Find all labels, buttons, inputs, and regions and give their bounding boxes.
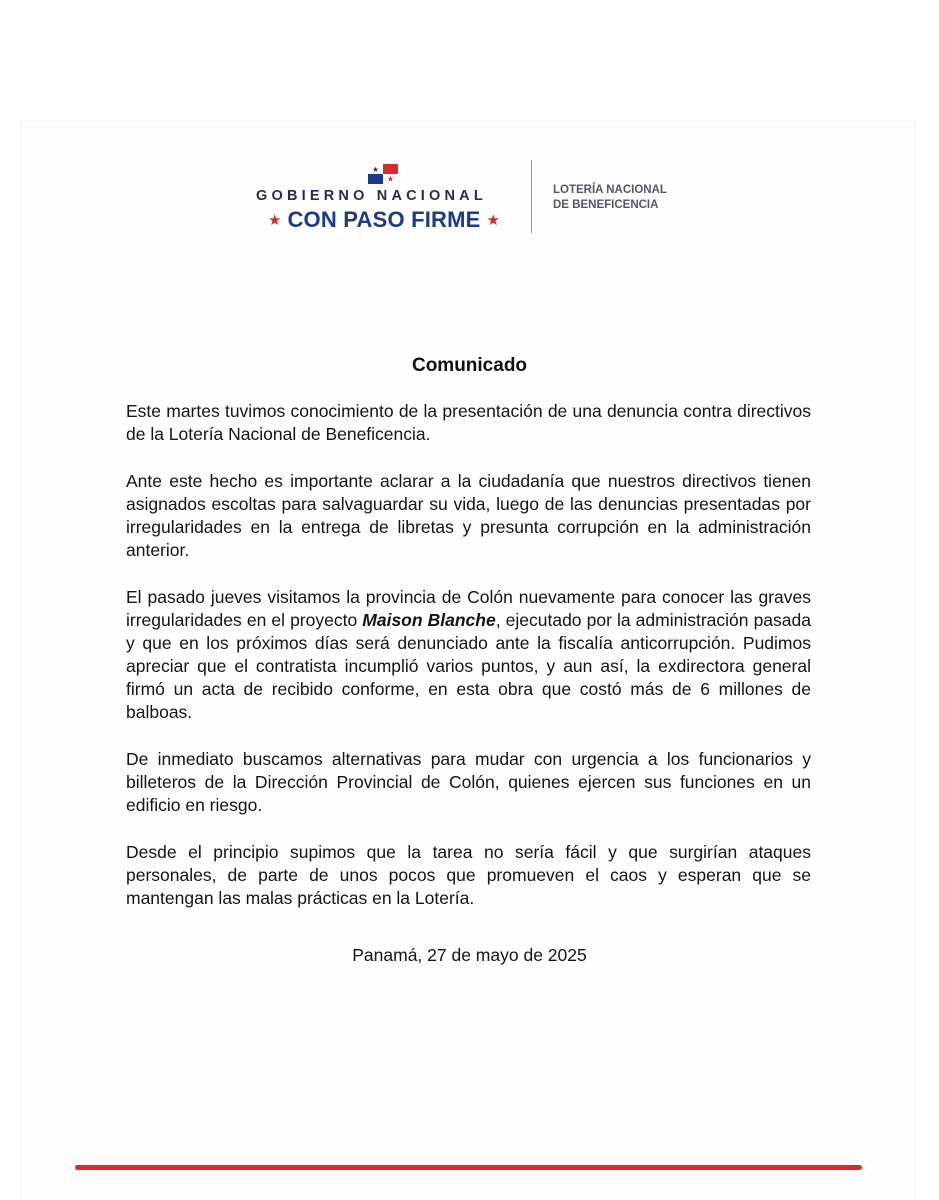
red-star-icon: ★	[486, 211, 500, 229]
paragraph-2: Ante este hecho es importante aclarar a la ciudadanía que nuestros directivos tienen asignados escoltas para salvaguardar su vida, luego de las denuncias presentadas por irregularidades en la entrega de libretas y presunta corrupción en la administración anterior.	[126, 471, 811, 560]
project-name: Maison Blanche	[362, 610, 496, 630]
paragraph-5: Desde el principio supimos que la tarea no sería fácil y que surgirían ataques personales, de parte de unos pocos que promueven el caos y esperan que se mantengan las malas prácticas en la Lotería.	[126, 842, 811, 908]
paragraph-3-part-1: El pasado jueves visitamos la provincia de Colón nuevamente para conocer las graves irregularidades en el proyecto	[126, 587, 811, 630]
paragraph-4: De inmediato buscamos alternativas para mudar con urgencia a los funcionarios y billeteros de la Dirección Provincial de Colón, quienes ejercen sus funciones en un edificio en riesgo.	[126, 749, 811, 815]
header-logo	[250, 160, 690, 240]
panama-flag-icon	[368, 164, 398, 184]
agency-name	[553, 183, 713, 213]
paragraph-3-part-2: , ejecutado por la administración pasada y que en los próximos días será denunciado ante la fiscalía anticorrupción. Pudimos apreciar que el contratista incumplió varios puntos, y aun así, la exdirectora general firmó un acta de recibido conforme, en esta obra que costó más de 6 millones de balboas.	[126, 610, 811, 722]
red-star-icon: ★	[268, 211, 282, 229]
footer-red-line	[75, 1165, 862, 1170]
agency-line-1: LOTERÍA NACIONAL	[553, 184, 667, 196]
government-title: GOBIERNO NACIONAL	[256, 188, 487, 204]
paragraph-3	[126, 586, 811, 724]
document-body	[126, 400, 811, 934]
motto-row	[250, 205, 518, 235]
dateline: Panamá, 27 de mayo de 2025	[352, 945, 587, 965]
agency-line-2: DE BENEFICENCIA	[553, 199, 659, 211]
paragraph-1: Este martes tuvimos conocimiento de la presentación de una denuncia contra directivos de la Lotería Nacional de Beneficencia.	[126, 401, 811, 444]
logo-divider	[531, 160, 532, 233]
motto-text: CON PASO FIRME	[287, 207, 481, 232]
document-title: Comunicado	[411, 355, 528, 376]
